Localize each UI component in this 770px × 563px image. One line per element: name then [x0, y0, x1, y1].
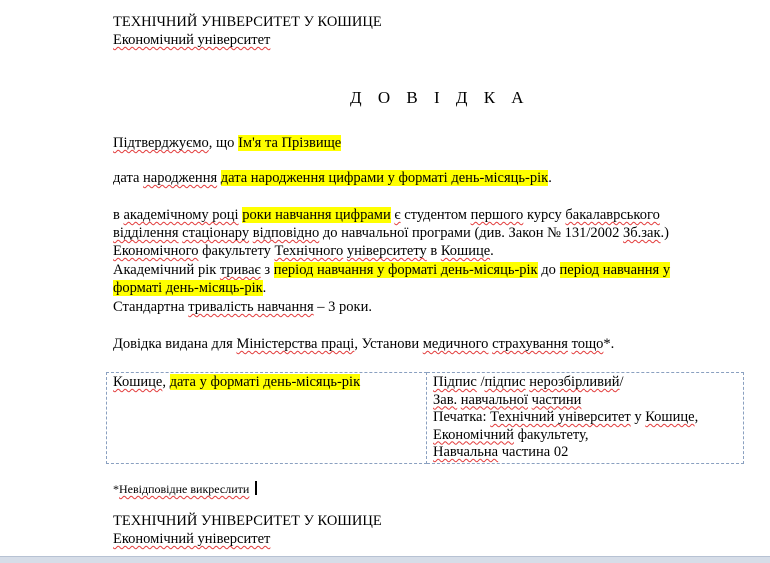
l4-c: з [260, 262, 274, 278]
study-line-2 [113, 225, 669, 242]
study-line-5[interactable] [113, 280, 266, 297]
l4-b: триває [219, 262, 261, 278]
sig-l3-b: Технічний університет [490, 409, 631, 425]
issued-f: страхування [492, 336, 568, 352]
sig-l2-a: Зав. [433, 391, 458, 408]
birth-prefix-1: дата [113, 170, 144, 186]
sig-l1-f: / [619, 374, 624, 390]
p3-a: в [113, 207, 124, 223]
footer-university: ТЕХНІЧНИЙ УНІВЕРСИТЕТ У КОШИЦЕ [113, 513, 382, 529]
issued-d: медичного [422, 336, 489, 352]
issued-a: Довідка видана для [113, 336, 237, 352]
footnote [113, 481, 257, 498]
p3-f: студентом [400, 207, 471, 223]
document-title: Д О В І Д К А [350, 88, 530, 107]
footnote-text: Невідповідне викреслити [119, 482, 250, 496]
signature-line-1 [433, 374, 737, 392]
study-line-1[interactable] [113, 207, 660, 224]
confirm-mid: , що [208, 135, 239, 151]
p3-i: бакалаврського [565, 207, 660, 223]
l6-b: тривалість навчання [188, 299, 314, 315]
sig-l2-e: частини [531, 391, 582, 408]
birth-line[interactable] [113, 170, 552, 187]
l2-e: відповідно [252, 225, 320, 241]
study-line-3 [113, 243, 494, 260]
header-faculty [113, 32, 270, 49]
l3-a: Економічного [113, 243, 199, 259]
place-date-cell[interactable] [107, 373, 427, 464]
header-university: ТЕХНІЧНИЙ УНІВЕРСИТЕТ У КОШИЦЕ [113, 14, 382, 30]
place-city: Кошице [113, 374, 163, 390]
header-faculty-text: Економічний університет [113, 32, 271, 48]
signature-table [106, 372, 744, 464]
l3-f: в [426, 243, 441, 259]
l2-h: .) [660, 225, 669, 241]
l3-e: університету [346, 243, 427, 259]
date-placeholder[interactable]: дата у форматі день-місяць-рік [169, 374, 361, 390]
issued-c: , Установи [354, 336, 423, 352]
signature-line-3 [433, 409, 737, 427]
sig-l4-b: факультету, [513, 426, 589, 443]
name-placeholder[interactable]: Ім'я та Прізвище [238, 135, 342, 151]
birth-suffix: . [548, 170, 552, 186]
l4-d: до [537, 262, 560, 278]
p3-h: курсу [523, 207, 566, 223]
l5-b: . [262, 280, 267, 296]
l6-c: – 3 роки. [313, 299, 372, 315]
signature-line-2 [433, 392, 737, 410]
signature-cell[interactable] [427, 373, 744, 464]
sig-l1-e: нерозбірливий [529, 374, 620, 390]
birth-placeholder[interactable]: дата народження цифрами у форматі день-місяць-рік [220, 170, 549, 186]
years-placeholder[interactable]: роки навчання цифрами [242, 207, 391, 223]
l2-a: відділення [113, 225, 179, 241]
issued-i: *. [603, 336, 615, 352]
sig-l4-a: Економічний [433, 426, 514, 443]
confirm-prefix: Підтверджуємо [113, 135, 209, 151]
study-line-4[interactable] [113, 262, 670, 279]
l6-a: Стандартна [113, 299, 189, 315]
birth-prefix-2: народження [143, 170, 218, 186]
signature-line-4 [433, 427, 737, 445]
confirm-line[interactable] [113, 135, 341, 152]
footer-faculty [113, 531, 270, 548]
footer-faculty-text: Економічний університет [113, 531, 271, 547]
sig-l2-c: навчальної [460, 391, 529, 408]
l2-c: стаціонару [182, 225, 250, 241]
sig-l1-a: Підпис [433, 374, 477, 390]
sig-l3-a: Печатка: [433, 409, 491, 425]
period-to-placeholder-2[interactable]: форматі день-місяць-рік [113, 280, 263, 296]
sig-l3-d: Кошице [645, 409, 695, 425]
l2-f: до навчальної програми (див. Закон № 131/2002 [319, 225, 624, 241]
signature-line-5 [433, 444, 737, 462]
sig-l3-e: , [694, 409, 699, 425]
study-line-6 [113, 299, 372, 316]
period-from-placeholder[interactable]: період навчання у форматі день-місяць-рік [273, 262, 538, 278]
issued-line [113, 336, 614, 353]
p3-b: академічному році [123, 207, 239, 223]
sig-l5-a: Навчальна [433, 444, 499, 460]
l4-a: Академічний рік [113, 262, 220, 278]
issued-b: Міністерства праці [236, 336, 355, 352]
l3-c: Технічного [274, 243, 344, 259]
p3-e: є [394, 207, 401, 223]
place-comma: , [162, 374, 170, 390]
l2-g: Зб.зак [623, 225, 661, 241]
sig-l1-c: підпис [484, 374, 526, 390]
l3-g: Кошице [440, 243, 491, 259]
l3-h: . [490, 243, 494, 259]
issued-h: тощо [571, 336, 604, 352]
sig-l3-c: у [630, 409, 646, 425]
l3-b: факультету [198, 243, 275, 259]
footnote-star: * [113, 482, 119, 496]
text-cursor [255, 481, 257, 495]
sig-l1-b: / [476, 374, 485, 390]
sig-l5-b: частина 02 [498, 444, 569, 460]
p3-g: першого [470, 207, 524, 223]
period-to-placeholder-1[interactable]: період навчання у [559, 262, 671, 278]
